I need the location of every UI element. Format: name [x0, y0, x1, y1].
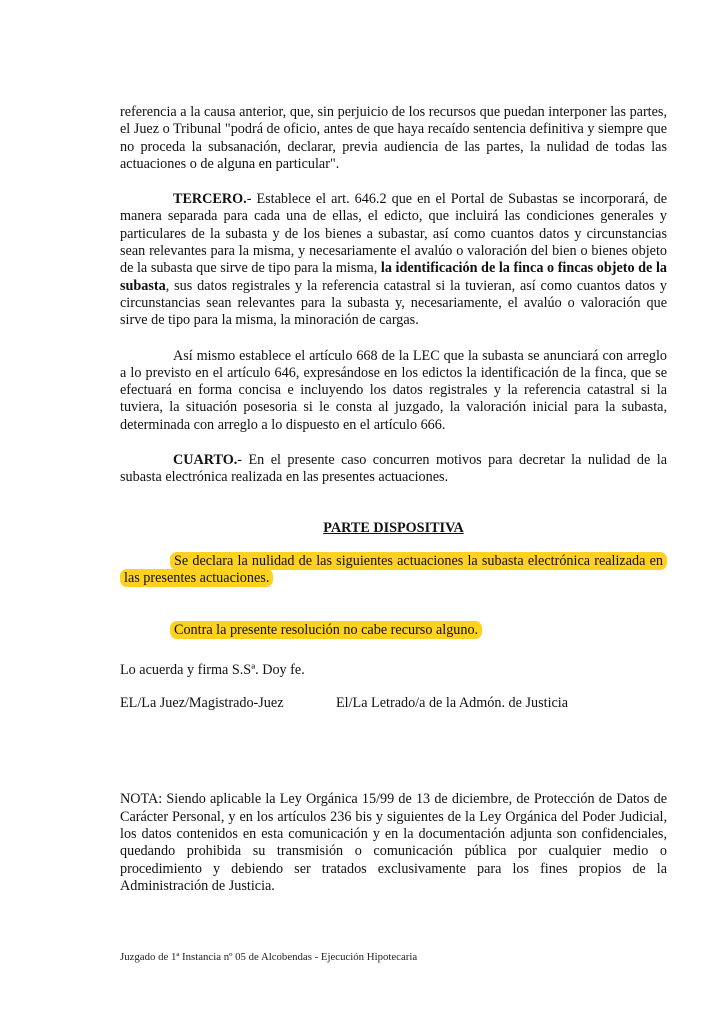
cuarto-text: - En el presente caso concurren motivos para decretar la nulidad de la subasta electrónica realizada en las presentes actuaciones. [120, 452, 667, 486]
document-body [120, 104, 667, 895]
paragraph-cuarto [120, 452, 667, 487]
signatories [120, 695, 667, 712]
cuarto-label: CUARTO. [173, 452, 238, 469]
highlight-paragraph-recurso [120, 622, 667, 639]
juez-signatory: EL/La Juez/Magistrado-Juez [120, 695, 284, 712]
tercero-text-b: , sus datos registrales y la referencia catastral si la tuvieran, así como cuantos datos y circunstancias sean relevantes para la subasta y, necesariamente, el avalúo o valoración que sirve de tipo para la misma, la minoración de cargas. [120, 277, 667, 329]
paragraph-continuation: referencia a la causa anterior, que, sin perjuicio de los recursos que puedan interponer las partes, el Juez o Tribunal "podrá de oficio, antes de que haya recaído sentencia definitiva y siempre que no proceda la subsanación, declarar, previa audiencia de las partes, la nulidad de todas las actuaciones o de alguna en particular". [120, 104, 667, 172]
paragraph-tercero [120, 191, 667, 329]
page-footer: Juzgado de 1ª Instancia nº 05 de Alcobendas - Ejecución Hipotecaria [120, 951, 418, 963]
acuerda-line: Lo acuerda y firma S.Sª. Doy fe. [120, 661, 305, 678]
tercero-text-a: - Establece el art. 646.2 que en el Portal de Subastas se incorporará, de manera separada para cada una de ellas, el edicto, que incluirá las condiciones generales y particulares de la subasta y de los bienes a subastar, así como cuantos datos y circunstancias sean relevantes para la misma, y necesariamente el avalúo o valoración del bien o bienes objeto de la subasta que sirve de tipo para la misma, [120, 191, 667, 277]
paragraph-articulo-668: Así mismo establece el artículo 668 de la LEC que la subasta se anunciará con arreglo a lo previsto en el artículo 646, expresándose en los edictos la identificación de la finca, que se efectuará en forma concisa e incluyendo los datos registrales y la referencia catastral si la tuviera, la situación posesoria si le consta al juzgado, la valoración inicial para la subasta, determinada con arreglo a lo dispuesto en el artículo 666. [120, 347, 667, 433]
highlight-recurso: Contra la presente resolución no cabe recurso alguno. [170, 621, 482, 639]
tercero-label: TERCERO. [173, 191, 247, 208]
nota-paragraph: NOTA: Siendo aplicable la Ley Orgánica 15/99 de 13 de diciembre, de Protección de Datos de Carácter Personal, y en los artículos 236 bis y siguientes de la Ley Orgánica del Poder Judicial, los datos contenidos en esta comunicación y en la documentación adjunta son confidenciales, quedando prohibida su transmisión o comunicación pública por cualquier medio o procedimiento y debiendo ser tratados exclusivamente para los fines propios de la Administración de Justicia. [120, 791, 667, 894]
letrado-signatory: El/La Letrado/a de la Admón. de Justicia [336, 695, 569, 712]
heading-container [120, 520, 667, 537]
parte-dispositiva-heading: PARTE DISPOSITIVA [323, 519, 464, 536]
tercero-bold-text: la identificación de la finca o fincas objeto de la subasta [120, 260, 667, 294]
highlight-nulidad: Se declara la nulidad de las siguientes actuaciones la subasta electrónica realizada en las presentes actuaciones. [120, 552, 667, 587]
highlight-paragraph-nulidad [120, 553, 667, 588]
